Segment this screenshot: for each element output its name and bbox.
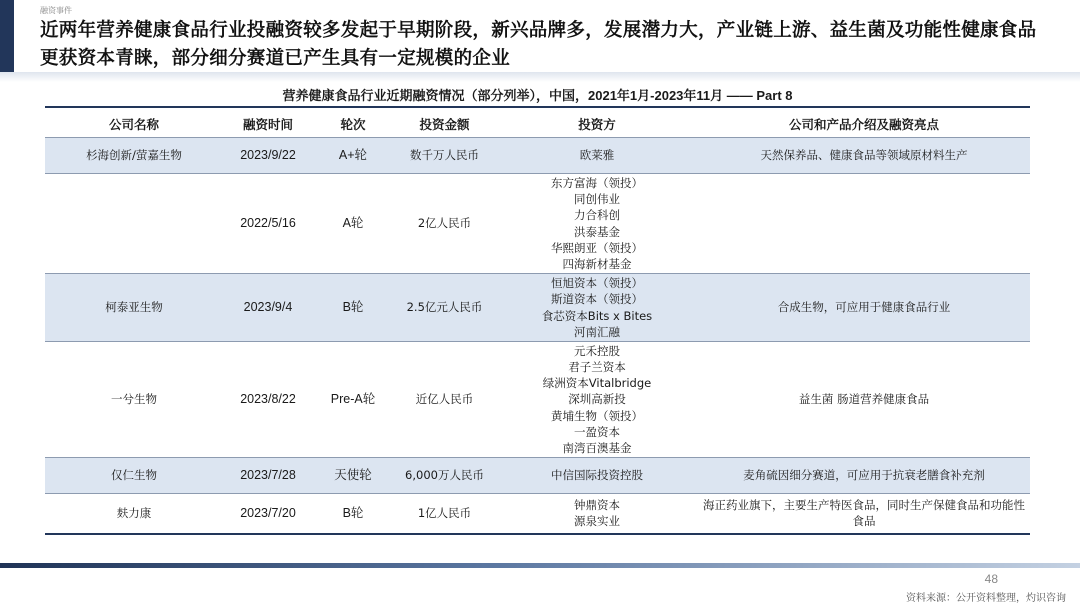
investor-name: 绿洲资本Vitalbridge [542,376,652,391]
financing-table [45,110,1030,535]
investors-cell [496,138,698,174]
section-tag: 融资事件 [40,6,72,15]
round-cell: A轮 [313,174,393,274]
company-cell: 麸力康 [45,494,223,534]
investor-name: 钟鼎资本 [574,498,620,513]
table-title: 营养健康食品行业近期融资情况（部分列举），中国，2021年1月-2023年11月 —— Part 8 [282,88,793,103]
investor-name: 一盈资本 [574,424,620,439]
round-cell: Pre-A轮 [313,342,393,458]
investor-name: 华熙朗亚（领投） [551,240,643,255]
column-header-intro: 公司和产品介绍及融资亮点 [698,110,1030,138]
investor-name: 食芯资本Bits x Bites [541,308,653,323]
column-header-company: 公司名称 [45,110,223,138]
investor-name: 河南汇融 [574,324,620,339]
section-side-bar [0,0,14,72]
investors-cell [496,458,698,494]
amount-cell: 2亿人民币 [393,174,496,274]
investor-name: 斯道资本（领投） [551,292,643,307]
round-cell: 天使轮 [313,458,393,494]
investors-cell [496,274,698,342]
date-cell: 2023/7/28 [223,458,313,494]
investors-cell [496,174,698,274]
page-number: 48 [984,572,998,586]
table-row [45,494,1030,534]
intro-cell [698,174,1030,274]
investor-name: 中信国际投资控股 [551,468,643,483]
amount-cell: 2.5亿元人民币 [393,274,496,342]
table-row [45,138,1030,174]
intro-cell: 麦角硫因细分赛道，可应用于抗衰老膳食补充剂 [698,458,1030,494]
investor-name: 南湾百澳基金 [562,441,632,455]
date-cell: 2023/9/4 [223,274,313,342]
investor-name: 东方富海（领投） [551,175,643,190]
company-cell: 仅仁生物 [45,458,223,494]
table-row [45,342,1030,458]
company-cell: 柯泰亚生物 [45,274,223,342]
investor-name: 君子兰资本 [568,359,626,374]
page-headline: 近两年营养健康食品行业投融资较多发起于早期阶段，新兴品牌多，发展潜力大，产业链上游、益生菌及功能性健康食品更获资本青睐，部分细分赛道已产生具有一定规模的企业 [40,20,1037,69]
investor-name: 黄埔生物（领投） [551,408,643,423]
intro-cell: 海正药业旗下，主要生产特医食品，同时生产保健食品和功能性食品 [698,494,1030,534]
column-header-amount: 投资金额 [393,110,496,138]
investor-name: 同创伟业 [574,192,620,207]
amount-cell: 1亿人民币 [393,494,496,534]
investor-name: 欧莱雅 [579,148,615,163]
round-cell: A+轮 [313,138,393,174]
column-header-round: 轮次 [313,110,393,138]
investor-name: 元禾控股 [574,343,620,358]
intro-cell: 益生菌 肠道营养健康食品 [698,342,1030,458]
table-header-row [45,110,1030,138]
table-row [45,274,1030,342]
company-cell: 一兮生物 [45,342,223,458]
table-row [45,174,1030,274]
company-cell: 杉海创新/萤嘉生物 [45,138,223,174]
date-cell: 2022/5/16 [223,174,313,274]
column-header-date: 融资时间 [223,110,313,138]
table-row [45,458,1030,494]
round-cell: B轮 [313,274,393,342]
source-note: 资料来源：公开资料整理，灼识咨询 [906,593,1066,604]
date-cell: 2023/9/22 [223,138,313,174]
company-cell [45,174,223,274]
amount-cell: 数千万人民币 [393,138,496,174]
investor-name: 四海新材基金 [562,256,632,271]
footer-gradient-line [0,563,1080,568]
date-cell: 2023/7/20 [223,494,313,534]
investors-cell [496,342,698,458]
investor-name: 力合科创 [574,208,620,223]
amount-cell: 近亿人民币 [393,342,496,458]
column-header-investors: 投资方 [496,110,698,138]
investor-name: 源泉实业 [574,514,620,529]
header-divider [0,72,1080,82]
intro-cell: 天然保养品、健康食品等领域原材料生产 [698,138,1030,174]
date-cell: 2023/8/22 [223,342,313,458]
investors-cell [496,494,698,534]
amount-cell: 6,000万人民币 [393,458,496,494]
investor-name: 洪泰基金 [574,224,620,239]
round-cell: B轮 [313,494,393,534]
investor-name: 深圳高新投 [568,392,626,407]
intro-cell: 合成生物，可应用于健康食品行业 [698,274,1030,342]
table-title-rule [45,106,1030,108]
investor-name: 恒旭资本（领投） [551,276,643,291]
